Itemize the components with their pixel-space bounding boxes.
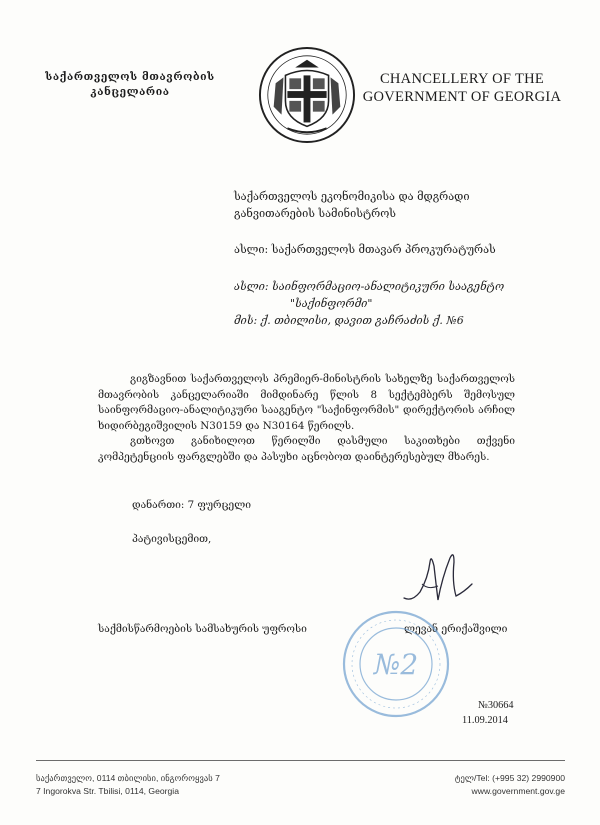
official-stamp xyxy=(340,608,452,720)
org-name-georgian-line2: კანცელარია xyxy=(90,86,170,98)
letter-body xyxy=(98,372,515,465)
copy-addressee-sakinformi-line3: მის: ქ. თბილისი, დავით გაჩრაძის ქ. №6 xyxy=(234,314,464,327)
closing-phrase: პატივისცემით, xyxy=(132,533,212,545)
signatory-position: საქმისწარმოების სამსახურის უფროსი xyxy=(98,623,307,635)
attachment-note: დანართი: 7 ფურცელი xyxy=(132,499,251,511)
org-name-english-line2: GOVERNMENT OF GEORGIA xyxy=(362,89,562,105)
georgia-coat-of-arms-icon xyxy=(258,46,356,144)
copy-addressee-sakinformi-line2: "საქინფორმი" xyxy=(290,297,373,310)
footer-contacts xyxy=(400,772,565,798)
body-paragraph-1: გიგზავნით საქართველოს პრემიერ-მინისტრის სახელზე საქართველოს მთავრობის კანცელარიაში მიმდინარე წლის 8 სექტემბერს შემოსულ საინფორმაციო-ანალიტიკური სააგენტო "საქინფორმის" დირექტორის არჩილ ხიდირბეგიშვილის N30159 და N30164 წერილს. xyxy=(98,373,515,432)
footer-website[interactable]: www.government.gov.ge xyxy=(471,786,565,796)
document-number: №30664 xyxy=(478,700,514,711)
footer-address-georgian: საქართველო, 0114 თბილისი, ინგოროყვას 7 xyxy=(36,773,220,783)
footer-address-english: 7 Ingorokva Str. Tbilisi, 0114, Georgia xyxy=(36,786,179,796)
body-paragraph-2: გთხოვთ განიხილოთ წერილში დასმული საკითხები თქვენი კომპეტენციის ფარგლებში და პასუხი აცნობოთ დაინტერესებულ მხარეს. xyxy=(98,435,515,463)
handwritten-signature xyxy=(398,548,476,616)
org-name-english xyxy=(362,70,562,106)
org-name-georgian xyxy=(30,70,230,100)
stamp-number: №2 xyxy=(373,648,419,681)
document-date: 11.09.2014 xyxy=(462,715,508,726)
primary-addressee-line1: საქართველოს ეკონომიკისა და მდგრადი xyxy=(234,190,470,203)
signatory-name: ლევან ერიქაშვილი xyxy=(404,623,508,635)
copy-addressee-sakinformi xyxy=(234,278,574,329)
primary-addressee-line2: განვითარების სამინისტროს xyxy=(234,207,396,220)
org-name-georgian-line1: საქართველოს მთავრობის xyxy=(45,71,215,83)
copy-addressee-sakinformi-line1: ასლი: საინფორმაციო-ანალიტიკური სააგენტო xyxy=(234,280,505,293)
org-name-english-line1: CHANCELLERY OF THE xyxy=(379,71,545,87)
primary-addressee xyxy=(234,188,574,222)
footer-divider xyxy=(36,760,565,761)
footer-phone: ტელ/Tel: (+995 32) 2990900 xyxy=(454,773,565,783)
copy-addressee-prosecutor: ასლი: საქართველოს მთავარ პროკურატურას xyxy=(234,243,496,256)
footer-address xyxy=(36,772,220,798)
